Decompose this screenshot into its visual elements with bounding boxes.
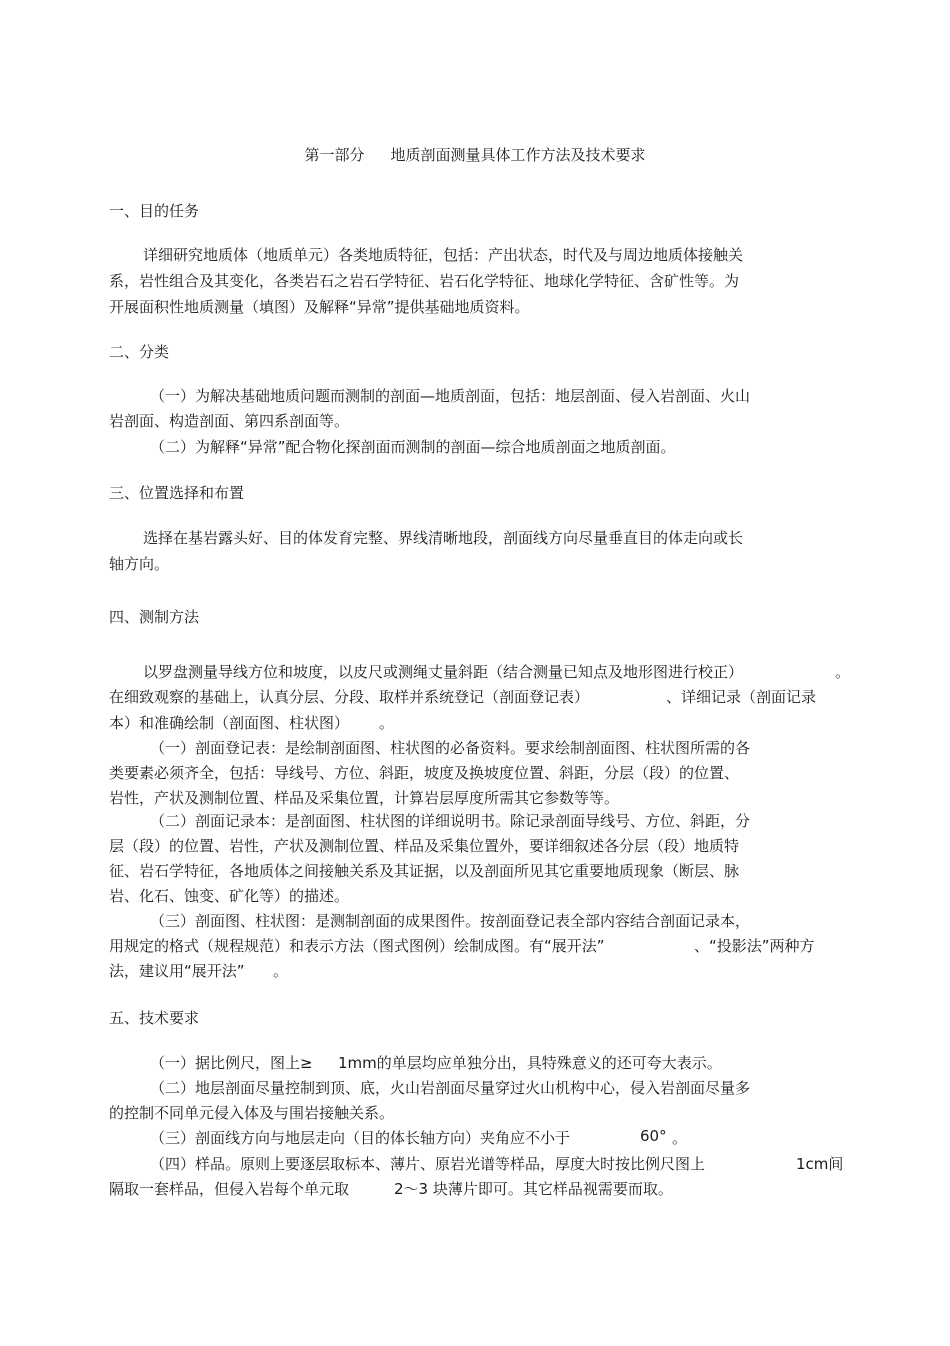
paragraph-fragment: 1cm间 [796,1155,844,1173]
paragraph-line: 层（段）的位置、岩性，产状及测制位置、样品及采集位置外，要详细叙述各分层（段）地质特 [109,837,740,855]
paragraph-line: 隔取一套样品，但侵入岩每个单元取 [109,1180,350,1198]
paragraph-line: 以罗盘测量导线方位和坡度，以皮尺或测绳丈量斜距（结合测量已知点及地形图进行校正） [143,663,744,681]
paragraph-fragment: 。 [835,663,851,681]
paragraph-line: （三）剖面图、柱状图：是测制剖面的成果图件。按剖面登记表全部内容结合剖面记录本， [150,912,751,930]
title-part: 第一部分 [304,146,365,164]
paragraph-line: 用规定的格式（规程规范）和表示方法（图式图例）绘制成图。有“展开法” [109,937,605,955]
paragraph-line: 开展面积性地质测量（填图）及解释“异常”提供基础地质资料。 [109,298,530,316]
paragraph-line: 本）和准确绘制（剖面图、柱状图） [109,714,350,732]
paragraph-line: （二）地层剖面尽量控制到顶、底，火山岩剖面尽量穿过火山机构中心，侵入岩剖面尽量多 [150,1079,751,1097]
section-heading-4: 四、测制方法 [109,608,200,626]
paragraph-line: 岩性，产状及测制位置、样品及采集位置，计算岩层厚度所需其它参数等等。 [109,789,620,807]
paragraph-line: 在细致观察的基础上，认真分层、分段、取样并系统登记（剖面登记表） [109,688,590,706]
page-title [0,144,950,165]
paragraph-line: （三）剖面线方向与地层走向（目的体长轴方向）夹角应不小于 [150,1129,571,1147]
paragraph-fragment: 60° [640,1127,667,1145]
paragraph-fragment: 2～3 块薄片即可。其它样品视需要而取。 [394,1180,673,1198]
paragraph-fragment: 、“投影法”两种方 [694,937,815,955]
paragraph-line: 详细研究地质体（地质单元）各类地质特征，包括：产出状态，时代及与周边地质体接触关 [143,246,744,264]
paragraph-line: （一）为解决基础地质问题而测制的剖面—地质剖面，包括：地层剖面、侵入岩剖面、火山 [150,387,751,405]
paragraph-line: （二）为解释“异常”配合物化探剖面而测制的剖面—综合地质剖面之地质剖面。 [150,438,676,456]
paragraph-line: （一）剖面登记表：是绘制剖面图、柱状图的必备资料。要求绘制剖面图、柱状图所需的各 [150,739,751,757]
section-heading-3: 三、位置选择和布置 [109,484,245,502]
paragraph-line: 选择在基岩露头好、目的体发育完整、界线清晰地段，剖面线方向尽量垂直目的体走向或长 [143,529,744,547]
paragraph-line: 的控制不同单元侵入体及与围岩接触关系。 [109,1104,395,1122]
paragraph-line: 岩、化石、蚀变、矿化等）的描述。 [109,887,350,905]
paragraph-fragment: 。 [273,962,289,980]
paragraph-fragment: 。 [379,714,395,732]
paragraph-line: （四）样品。原则上要逐层取标本、薄片、原岩光谱等样品，厚度大时按比例尺图上 [150,1155,706,1173]
paragraph-line: 法，建议用“展开法” [109,962,245,980]
section-heading-1: 一、目的任务 [109,202,200,220]
paragraph-line: 轴方向。 [109,555,170,573]
paragraph-line: 类要素必须齐全，包括：导线号、方位、斜距，坡度及换坡度位置、斜距，分层（段）的位置、 [109,764,740,782]
paragraph-line: （一）据比例尺，图上≥ [150,1054,313,1072]
paragraph-fragment: 、详细记录（剖面记录 [666,688,817,706]
title-text: 地质剖面测量具体工作方法及技术要求 [390,146,646,164]
paragraph-line: 征、岩石学特征，各地质体之间接触关系及其证据，以及剖面所见其它重要地质现象（断层、脉 [109,862,740,880]
paragraph-line: （二）剖面记录本：是剖面图、柱状图的详细说明书。除记录剖面导线号、方位、斜距，分 [150,812,751,830]
paragraph-fragment: 1mm的单层均应单独分出，具特殊意义的还可夸大表示。 [338,1054,722,1072]
section-heading-5: 五、技术要求 [109,1009,200,1027]
paragraph-line: 岩剖面、构造剖面、第四系剖面等。 [109,412,350,430]
section-heading-2: 二、分类 [109,343,170,361]
paragraph-fragment: 。 [672,1129,688,1147]
paragraph-line: 系，岩性组合及其变化，各类岩石之岩石学特征、岩石化学特征、地球化学特征、含矿性等。为 [109,272,740,290]
